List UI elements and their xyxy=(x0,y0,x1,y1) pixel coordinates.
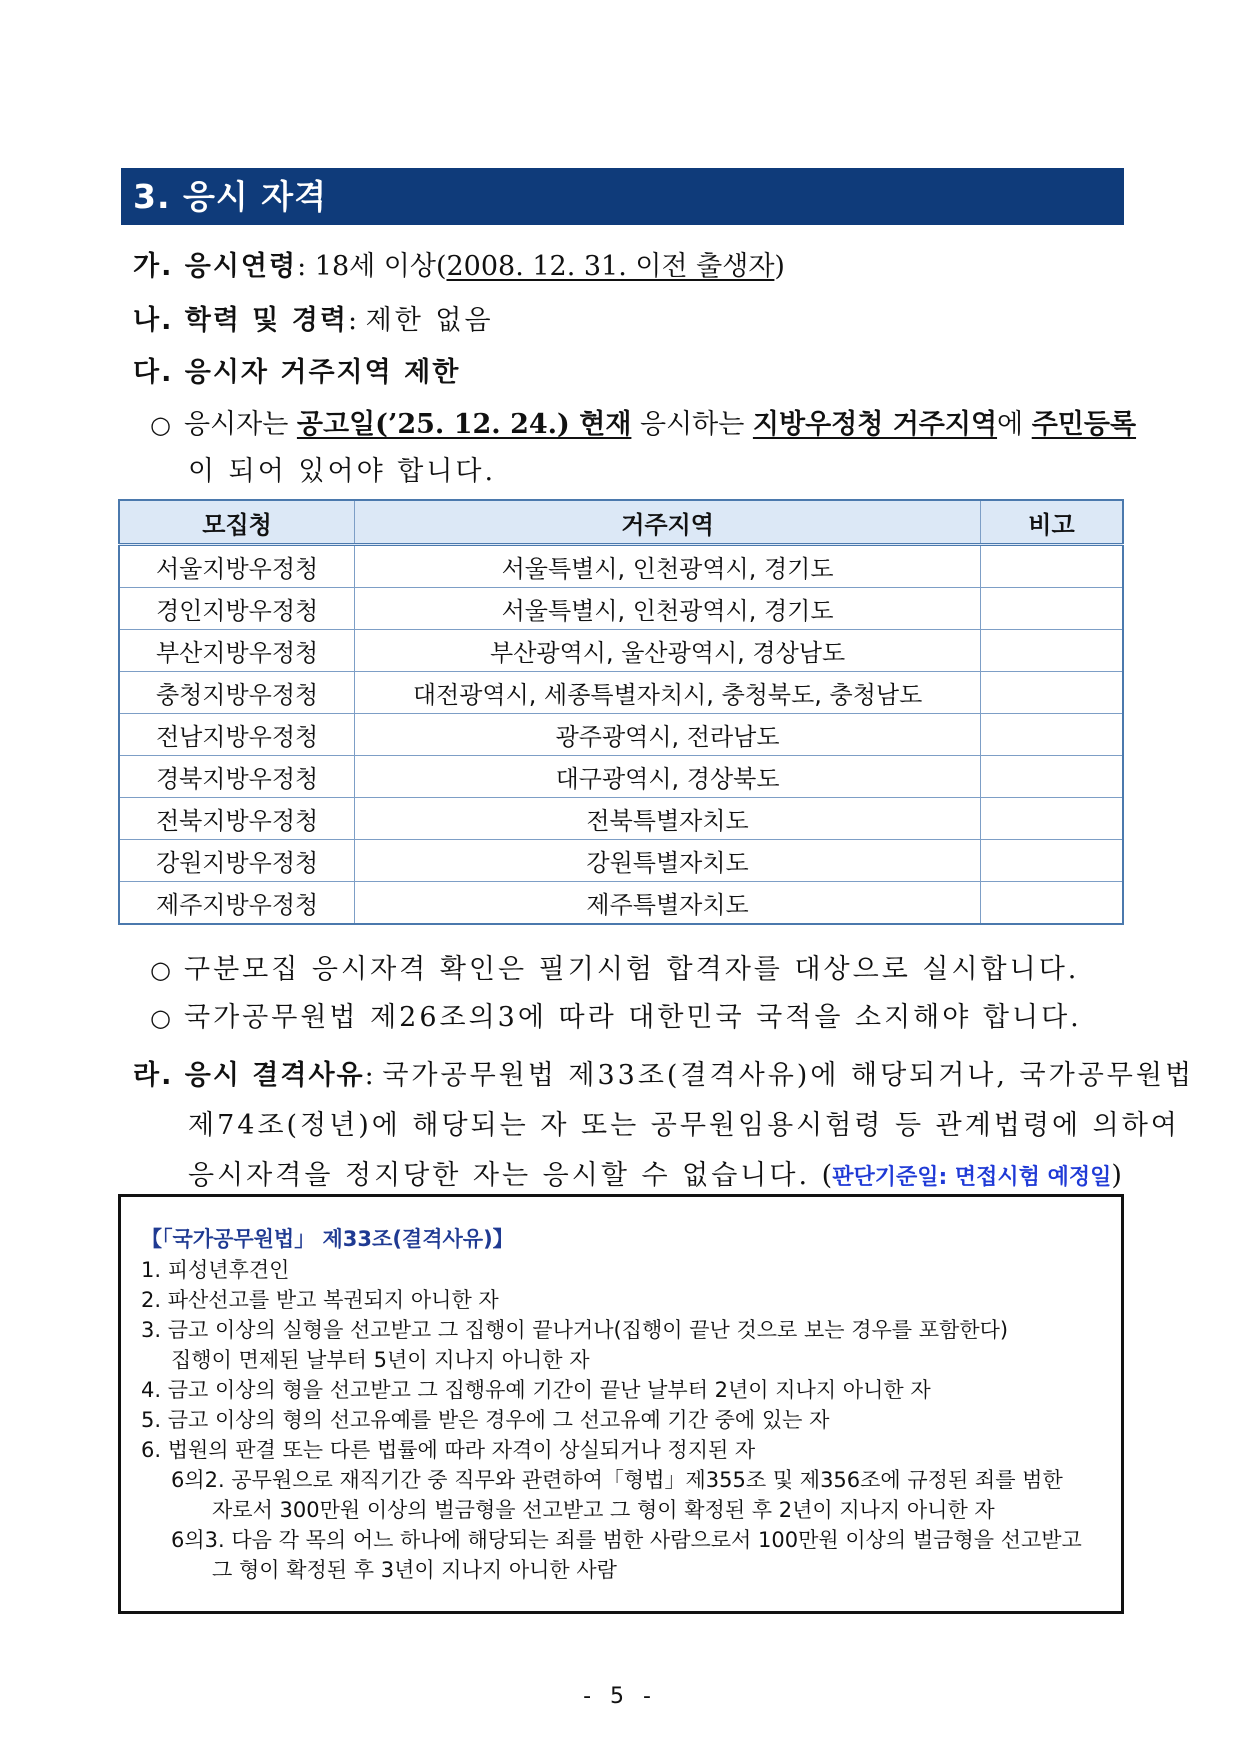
law-box-title: 【「국가공무원법」 제33조(결격사유)】 xyxy=(141,1227,514,1251)
education-requirement: 나. 학력 및 경력: 제한 없음 xyxy=(133,305,494,336)
circle-bullet: ○ xyxy=(150,411,171,439)
residence-note-cont: 이 되어 있어야 합니다. xyxy=(188,456,497,487)
header-region: 거주지역 xyxy=(355,500,981,545)
list-item: 집행이 면제된 날부터 5년이 지나지 아니한 자 xyxy=(171,1348,590,1372)
age-requirement: 가. 응시연령: 18세 이상(2008. 12. 31. 이전 출생자) xyxy=(133,251,785,282)
header-office: 모집청 xyxy=(119,500,355,545)
table-row: 경인지방우정청 서울특별시, 인천광역시, 경기도 xyxy=(119,588,1123,630)
list-item: 자로서 300만원 이상의 벌금형을 선고받고 그 형이 확정된 후 2년이 지나지 아니한 자 xyxy=(212,1498,995,1522)
table-row: 경북지방우정청 대구광역시, 경상북도 xyxy=(119,756,1123,798)
list-item: 6. 법원의 판결 또는 다른 법률에 따라 자격이 상실되거나 정지된 자 xyxy=(141,1438,756,1462)
residence-note: ○ 응시자는 공고일(’25. 12. 24.) 현재 응시하는 지방우정청 거주지역에 주민등록 xyxy=(150,405,1136,445)
education-label: 나. 학력 및 경력 xyxy=(133,305,348,336)
list-item: 1. 피성년후견인 xyxy=(141,1258,290,1282)
disqualification-line3: 응시자격을 정지당한 자는 응시할 수 없습니다. (판단기준일: 면접시험 예정일) xyxy=(188,1160,1122,1191)
disqualification-label: 라. 응시 결격사유 xyxy=(133,1060,365,1091)
section-title: 3. 응시 자격 xyxy=(121,168,1124,225)
residence-table xyxy=(118,499,1124,925)
criteria-date: 판단기준일: 면접시험 예정일 xyxy=(832,1165,1112,1190)
page-number: - 5 - xyxy=(583,1684,657,1709)
table-row: 부산지방우정청 부산광역시, 울산광역시, 경상남도 xyxy=(119,630,1123,672)
circle-bullet: ○ xyxy=(150,1004,171,1032)
table-row: 서울지방우정청 서울특별시, 인천광역시, 경기도 xyxy=(119,545,1123,588)
law-article-box xyxy=(118,1194,1124,1614)
note-nationality: ○ 국가공무원법 제26조의3에 따라 대한민국 국적을 소지해야 합니다. xyxy=(150,998,1082,1038)
table-header-row xyxy=(119,500,1123,545)
list-item: 2. 파산선고를 받고 복권되지 아니한 자 xyxy=(141,1288,499,1312)
list-item: 6의3. 다음 각 목의 어느 하나에 해당되는 죄를 범한 사람으로서 100만원 이상의 벌금형을 선고받고 xyxy=(171,1528,1082,1552)
header-remarks: 비고 xyxy=(980,500,1123,545)
disqualification-line2: 제74조(정년)에 해당되는 자 또는 공무원임용시험령 등 관계법령에 의하여 xyxy=(188,1110,1180,1141)
table-row: 강원지방우정청 강원특별자치도 xyxy=(119,840,1123,882)
note-verification: ○ 구분모집 응시자격 확인은 필기시험 합격자를 대상으로 실시합니다. xyxy=(150,950,1079,990)
list-item: 4. 금고 이상의 형을 선고받고 그 집행유예 기간이 끝난 날부터 2년이 지나지 아니한 자 xyxy=(141,1378,931,1402)
list-item: 3. 금고 이상의 실형을 선고받고 그 집행이 끝나거나(집행이 끝난 것으로 보는 경우를 포함한다) xyxy=(141,1318,1009,1342)
table-row: 제주지방우정청 제주특별자치도 xyxy=(119,882,1123,925)
birth-date-cutoff: 2008. 12. 31. 이전 출생자 xyxy=(446,251,775,282)
age-label: 가. 응시연령 xyxy=(133,251,298,282)
table-row: 충청지방우정청 대전광역시, 세종특별자치시, 충청북도, 충청남도 xyxy=(119,672,1123,714)
list-item: 6의2. 공무원으로 재직기간 중 직무와 관련하여「형법」제355조 및 제356조에 규정된 죄를 범한 xyxy=(171,1468,1063,1492)
disqualification-line1: 라. 응시 결격사유: 국가공무원법 제33조(결격사유)에 해당되거나, 국가공무원법 xyxy=(133,1060,1195,1091)
table-row: 전남지방우정청 광주광역시, 전라남도 xyxy=(119,714,1123,756)
residence-restriction-heading: 다. 응시자 거주지역 제한 xyxy=(133,357,461,388)
list-item: 그 형이 확정된 후 3년이 지나지 아니한 사람 xyxy=(212,1558,617,1582)
circle-bullet: ○ xyxy=(150,956,171,984)
table-row: 전북지방우정청 전북특별자치도 xyxy=(119,798,1123,840)
list-item: 5. 금고 이상의 형의 선고유예를 받은 경우에 그 선고유예 기간 중에 있는 자 xyxy=(141,1408,830,1432)
